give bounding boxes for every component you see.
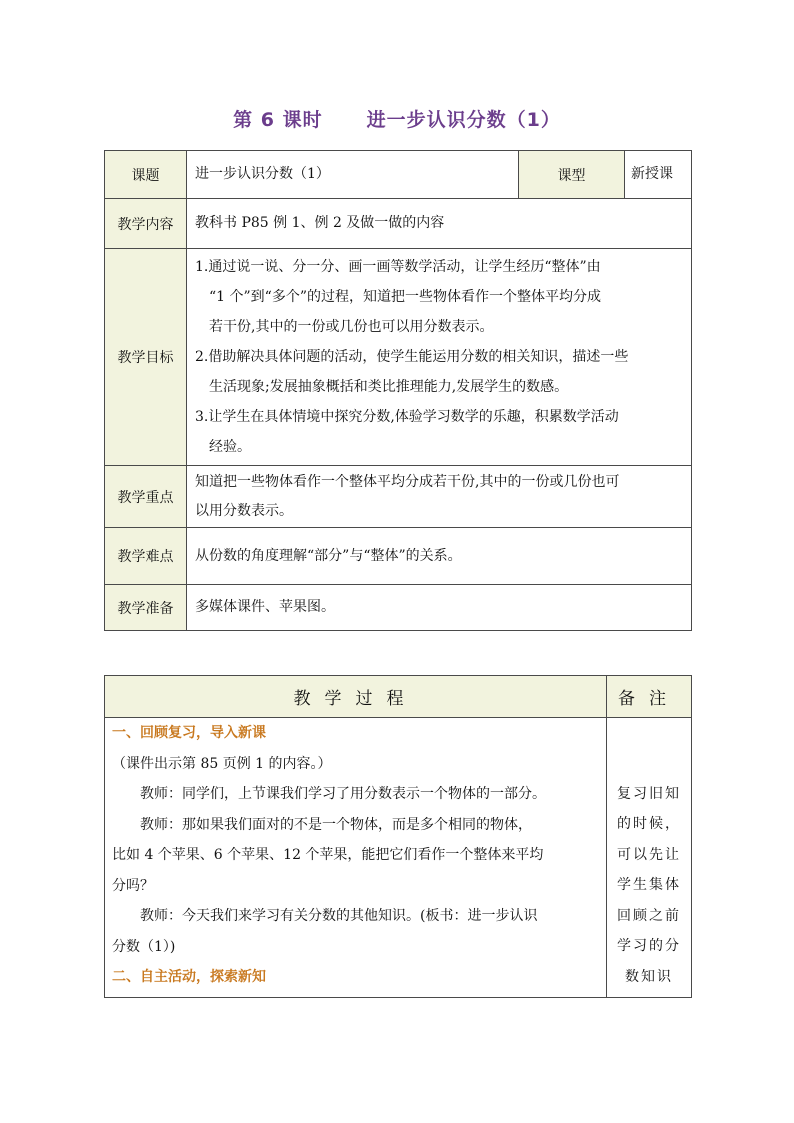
process-line: 分吗？ [112, 877, 154, 894]
difficulty-value: 从份数的角度理解“部分”与“整体”的关系。 [187, 528, 692, 585]
goal-line: 3.让学生在具体情境中探究分数,体验学习数学的乐趣，积累数学活动 [195, 409, 619, 425]
note-line: 回顾之前 [617, 907, 681, 924]
process-header: 教学过程 [105, 676, 607, 718]
lesson-number: 第 6 课时 [233, 109, 323, 131]
content-value: 教科书 P85 例 1、例 2 及做一做的内容 [187, 199, 692, 249]
note-line: 学习的分 [617, 938, 681, 955]
process-line: 教师：今天我们来学习有关分数的其他知识。(板书：进一步认识 [140, 908, 538, 924]
goal-line: 2.借助解决具体问题的活动，使学生能运用分数的相关知识，描述一些 [195, 349, 629, 365]
subject-value: 进一步认识分数（1） [187, 151, 519, 199]
process-line: 教师：同学们，上节课我们学习了用分数表示一个物体的一部分。 [140, 786, 546, 802]
goal-line: 经验。 [209, 439, 251, 455]
note-line: 复习旧知 [617, 785, 681, 802]
prep-label: 教学准备 [105, 585, 187, 631]
key-line: 知道把一些物体看作一个整体平均分成若干份,其中的一份或几份也可 [195, 473, 620, 490]
goals-label: 教学目标 [105, 249, 187, 466]
notes-header: 备注 [607, 676, 692, 718]
key-point-label: 教学重点 [105, 466, 187, 528]
key-point-value [187, 466, 692, 528]
lesson-info-table [104, 150, 692, 631]
prep-value: 多媒体课件、苹果图。 [187, 585, 692, 631]
subject-label: 课题 [105, 151, 187, 199]
key-line: 以用分数表示。 [195, 502, 293, 519]
process-line: 分数（1）) [112, 938, 176, 955]
goal-line: 若干份,其中的一份或几份也可以用分数表示。 [209, 319, 494, 335]
goal-line: 生活现象;发展抽象概括和类比推理能力,发展学生的数感。 [209, 379, 569, 395]
notes-content [607, 718, 692, 998]
goal-line: 1.通过说一说、分一分、画一画等数学活动，让学生经历“整体”由 [195, 259, 601, 275]
page-title [0, 105, 794, 132]
lesson-topic: 进一步认识分数（1） [366, 109, 561, 131]
process-line: 教师：那如果我们面对的不是一个物体，而是多个相同的物体， [140, 816, 532, 833]
goals-list [187, 249, 692, 466]
section-heading: 二、自主活动，探索新知 [112, 969, 266, 985]
teaching-process-table [104, 675, 692, 998]
process-line: （课件出示第 85 页例 1 的内容。） [112, 755, 332, 772]
difficulty-label: 教学难点 [105, 528, 187, 585]
section-heading: 一、回顾复习，导入新课 [112, 725, 266, 741]
goal-line: “1 个”到“多个”的过程，知道把一些物体看作一个整体平均分成 [209, 289, 601, 305]
process-content [105, 718, 607, 998]
type-value: 新授课 [625, 151, 692, 199]
note-line: 可以先让 [617, 846, 681, 863]
note-line: 学生集体 [617, 877, 681, 894]
type-label: 课型 [519, 151, 625, 199]
note-line: 数知识 [625, 968, 673, 985]
content-label: 教学内容 [105, 199, 187, 249]
process-line: 比如 4 个苹果、6 个苹果、12 个苹果，能把它们看作一个整体来平均 [112, 847, 544, 863]
note-line: 的时候， [617, 816, 681, 833]
